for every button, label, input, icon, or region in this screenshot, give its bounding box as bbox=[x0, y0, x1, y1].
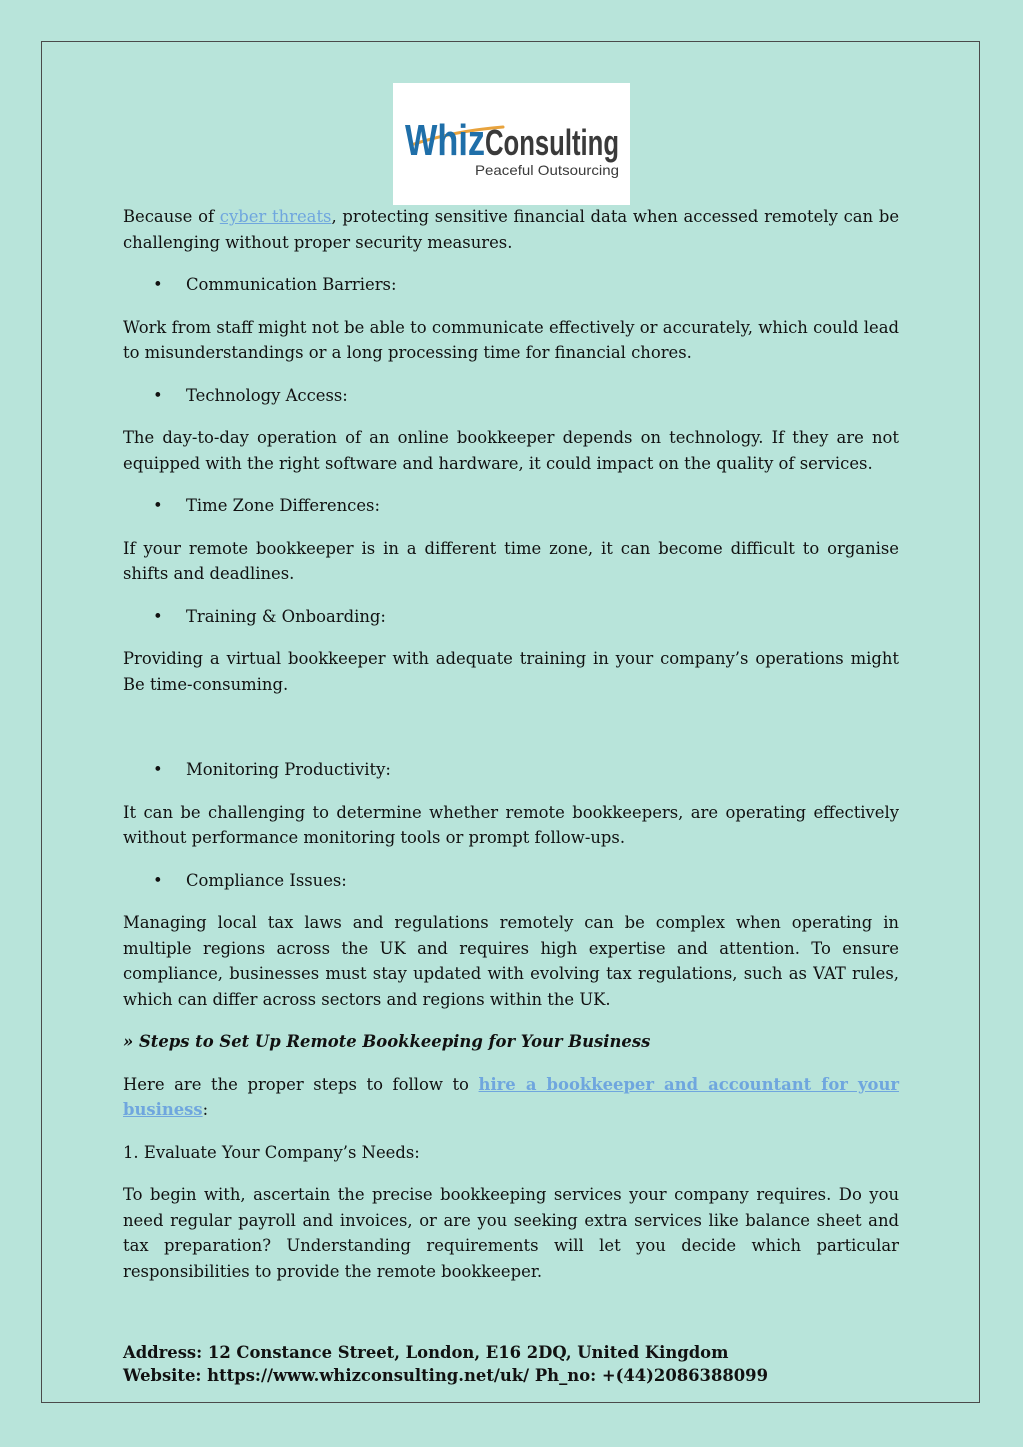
bullet-monitoring: • Monitoring Productivity: bbox=[123, 757, 899, 783]
paragraph-monitoring: It can be challenging to determine whether remote bookkeepers, are operating effectively without performance monitoring tools or prompt follow-ups. bbox=[123, 802, 899, 847]
footer-contact: Website: https://www.whizconsulting.net/uk/ Ph_no: +(44)2086388099 bbox=[123, 1366, 768, 1385]
logo-whiz: Whiz bbox=[405, 116, 485, 165]
paragraph-compliance: Managing local tax laws and regulations remotely can be complex when operating in multiple regions across the UK and requires high expertise and attention. To ensure compliance, businesses must stay updated with evolving tax regulations, such as VAT rules, which can differ across sectors and regions within the UK. bbox=[123, 913, 899, 1009]
cyber-threats-link[interactable]: cyber threats bbox=[219, 207, 332, 226]
bullet-timezone: • Time Zone Differences: bbox=[123, 493, 899, 519]
step1-paragraph: To begin with, ascertain the precise bookkeeping services your company requires. Do you need regular payroll and invoices, or are you seeking extra services like balance sheet and tax preparation? Understanding requirements will let you decide which particular responsibilities to provide the remote bookkeeper. bbox=[123, 1185, 899, 1281]
challenge-list-5 bbox=[123, 757, 899, 783]
paragraph-communication: Work from staff might not be able to communicate effectively or accurately, which could lead to misunderstandings or a long processing time for financial chores. bbox=[123, 317, 899, 362]
steps-intro-paragraph: Here are the proper steps to follow to hire a bookkeeper and accountant for your business: bbox=[123, 1074, 899, 1119]
footer-address: Address: 12 Constance Street, London, E16 2DQ, United Kingdom bbox=[123, 1343, 729, 1362]
logo-consulting: Consulting bbox=[485, 122, 619, 163]
page-footer bbox=[123, 1341, 899, 1387]
steps-heading: » Steps to Set Up Remote Bookkeeping for Your Business bbox=[123, 1032, 651, 1051]
challenge-list-2 bbox=[123, 383, 899, 409]
challenge-list-6 bbox=[123, 868, 899, 894]
challenge-list-1 bbox=[123, 272, 899, 298]
company-logo bbox=[393, 83, 630, 205]
logo-tagline: Peaceful Outsourcing bbox=[475, 162, 619, 178]
document-body bbox=[123, 204, 899, 1284]
bullet-training: • Training & Onboarding: bbox=[123, 604, 899, 630]
paragraph-timezone: If your remote bookkeeper is in a different time zone, it can become difficult to organise shifts and deadlines. bbox=[123, 538, 899, 583]
bullet-compliance: • Compliance Issues: bbox=[123, 868, 899, 894]
paragraph-technology: The day-to-day operation of an online bookkeeper depends on technology. If they are not equipped with the right software and hardware, it could impact on the quality of services. bbox=[123, 428, 899, 473]
challenge-list-3 bbox=[123, 493, 899, 519]
hire-bookkeeper-link[interactable]: hire a bookkeeper and accountant for your business bbox=[123, 1074, 899, 1119]
challenge-list-4 bbox=[123, 604, 899, 630]
paragraph-training: Providing a virtual bookkeeper with adequate training in your company’s operations might Be time-consuming. bbox=[123, 649, 899, 694]
bullet-communication: • Communication Barriers: bbox=[123, 272, 899, 298]
step1-title: 1. Evaluate Your Company’s Needs: bbox=[123, 1142, 420, 1162]
intro-paragraph: Because of cyber threats, protecting sensitive financial data when accessed remotely can be challenging without proper security measures. bbox=[123, 207, 900, 252]
bullet-technology: • Technology Access: bbox=[123, 383, 899, 409]
